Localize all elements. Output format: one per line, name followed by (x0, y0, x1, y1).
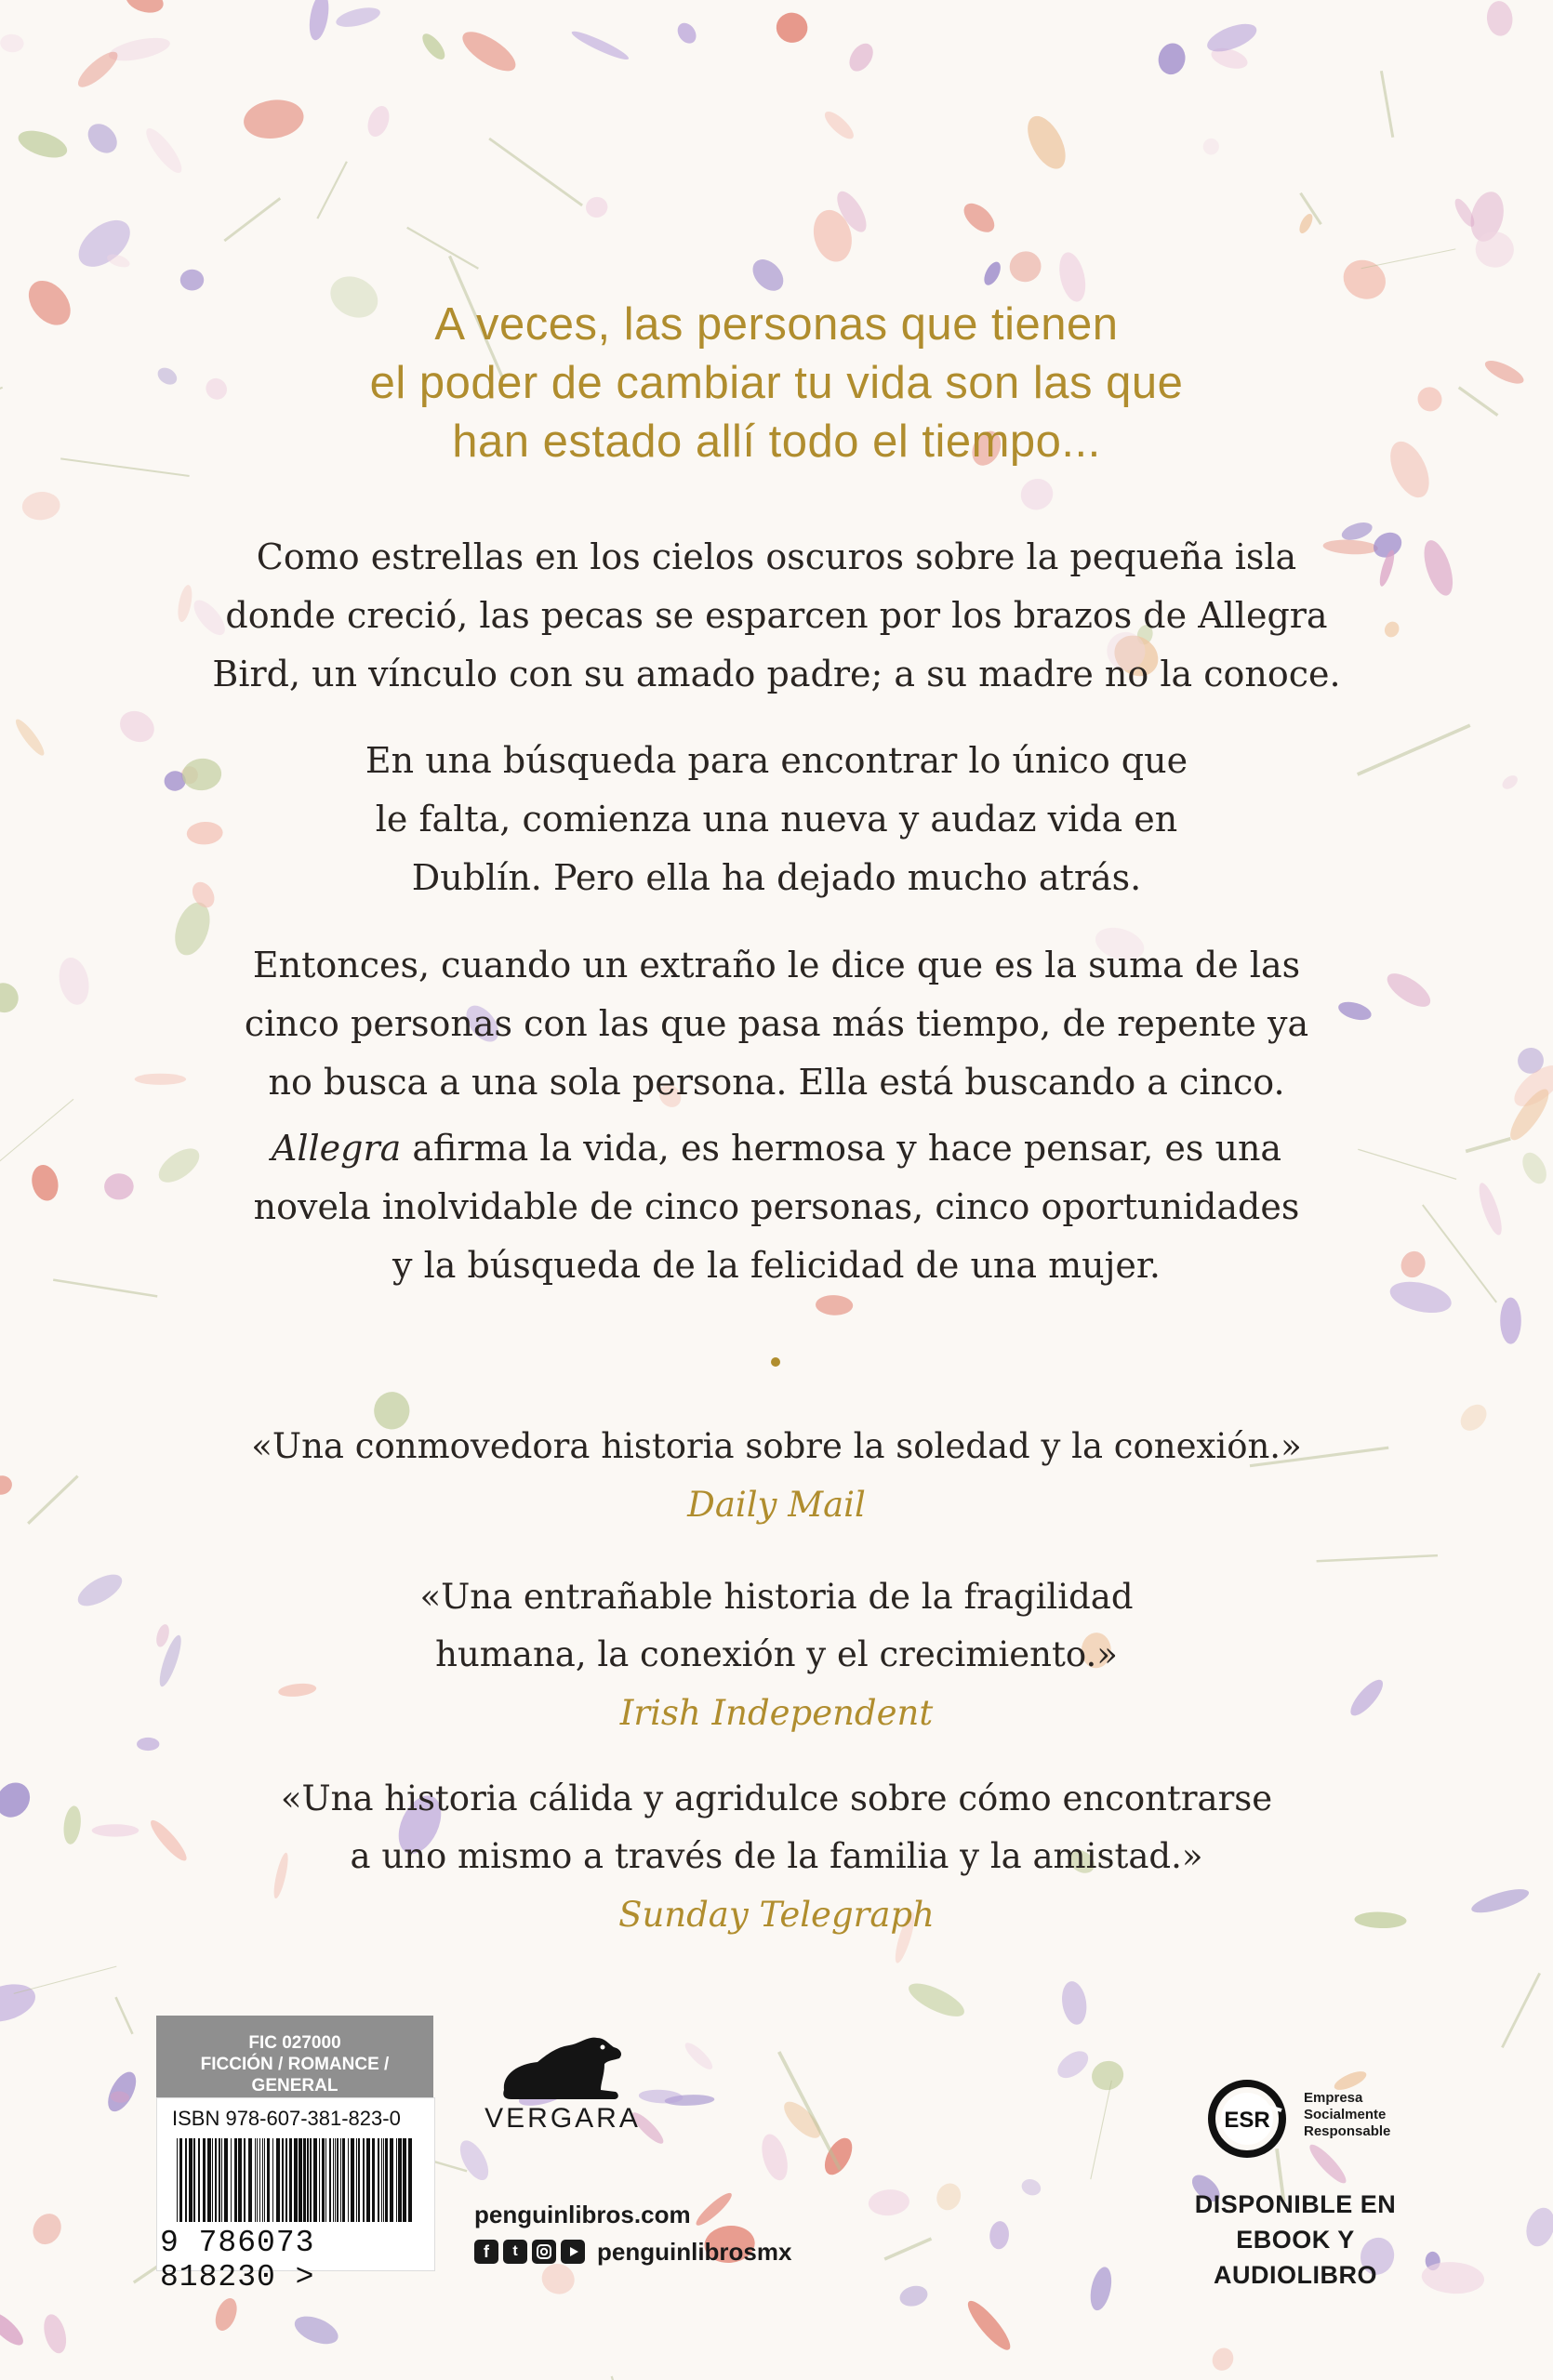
synopsis-line: Como estrellas en los cielos oscuros sobre la pequeña isla (256, 536, 1297, 577)
social-handle: penguinlibrosmx (597, 2237, 792, 2266)
esr-label (1304, 2090, 1390, 2140)
barcode-bar (340, 2138, 341, 2222)
barcode-bar (264, 2138, 265, 2222)
barcode-bar (322, 2138, 325, 2222)
twitter-icon: t (503, 2240, 527, 2264)
synopsis-line: Entonces, cuando un extraño le dice que es la suma de las (252, 945, 1301, 985)
barcode-bar (378, 2138, 379, 2222)
instagram-icon (532, 2240, 556, 2264)
barcode-bars (173, 2138, 417, 2224)
barcode-bar (358, 2138, 360, 2222)
barcode-bar (262, 2138, 263, 2222)
barcode-bar (325, 2138, 326, 2222)
barcode-bar (179, 2138, 182, 2222)
tagline-line: han estado allí todo el tiempo... (452, 416, 1101, 467)
quote-source: Irish Independent (619, 1693, 934, 1733)
bisac-category-box (156, 2016, 433, 2097)
tagline-line: el poder de cambiar tu vida son las que (369, 358, 1184, 408)
barcode-bar (366, 2138, 370, 2222)
barcode-bar (177, 2138, 178, 2222)
section-divider-dot (771, 1357, 780, 1367)
synopsis-line (172, 1119, 1381, 1178)
synopsis-paragraph-2 (172, 732, 1381, 907)
tagline-line: A veces, las personas que tienen (434, 299, 1119, 350)
barcode-bar (337, 2138, 338, 2222)
barcode-bar (198, 2138, 200, 2222)
synopsis-line: le falta, comienza una nueva y audaz vida en (375, 799, 1178, 840)
barcode-bar (234, 2138, 237, 2222)
esr-logo-text: ESR (1224, 2108, 1270, 2133)
barcode-bar (221, 2138, 222, 2222)
quote-text: humana, la conexión y el crecimiento.» (435, 1634, 1118, 1674)
synopsis-paragraph-4 (172, 1119, 1381, 1295)
barcode-bar (335, 2138, 336, 2222)
synopsis-line: no busca a una sola persona. Ella está buscando a cinco. (268, 1062, 1285, 1103)
book-title-italic: Allegra (271, 1128, 402, 1169)
social-row (474, 2238, 791, 2266)
synopsis-paragraph-1 (172, 528, 1381, 704)
barcode-bar (351, 2138, 354, 2222)
quote-source: Daily Mail (687, 1485, 866, 1525)
barcode-bar (310, 2138, 312, 2222)
barcode-bar (185, 2138, 187, 2222)
quote-text: a uno mismo a través de la familia y la amistad.» (350, 1836, 1203, 1876)
synopsis-line-rest: afirma la vida, es hermosa y hace pensar, es una (401, 1128, 1282, 1169)
barcode-bar (224, 2138, 228, 2222)
barcode-bar (299, 2138, 302, 2222)
barcode-bar (267, 2138, 270, 2222)
barcode-bar (319, 2138, 320, 2222)
barcode-bar (257, 2138, 258, 2222)
barcode-bar (282, 2138, 284, 2222)
available-line: EBOOK Y AUDIOLIBRO (1214, 2226, 1377, 2289)
youtube-icon (561, 2240, 585, 2264)
barcode-bar (215, 2138, 217, 2222)
barcode-bar (259, 2138, 260, 2222)
synopsis-line: y la búsqueda de la felicidad de una mujer. (392, 1245, 1161, 1286)
barcode-bar (203, 2138, 206, 2222)
barcode-bar (289, 2138, 292, 2222)
barcode-bar (207, 2138, 211, 2222)
available-formats (1193, 2187, 1398, 2293)
synopsis-line: novela inolvidable de cinco personas, cinco oportunidades (253, 1186, 1300, 1227)
barcode-bar (381, 2138, 382, 2222)
barcode-bar (390, 2138, 393, 2222)
barcode-bar (333, 2138, 334, 2222)
barcode-bar (329, 2138, 331, 2222)
barcode-digits: 9 786073 818230 > (160, 2226, 315, 2294)
quote-text: «Una historia cálida y agridulce sobre cómo encontrarse (280, 1778, 1273, 1818)
synopsis-line: En una búsqueda para encontrar lo único que (365, 740, 1188, 781)
barcode-bar (272, 2138, 273, 2222)
barcode-bar (219, 2138, 220, 2222)
review-quote-2 (172, 1568, 1381, 1741)
barcode-bar (398, 2138, 402, 2222)
facebook-icon: f (474, 2240, 498, 2264)
synopsis-line: Dublín. Pero ella ha dejado mucho atrás. (411, 857, 1142, 898)
publisher-website: penguinlibros.com (474, 2201, 691, 2228)
barcode-bar (285, 2138, 287, 2222)
barcode-bar (313, 2138, 317, 2222)
esr-line: Empresa (1304, 2090, 1363, 2106)
barcode-bar (303, 2138, 306, 2222)
synopsis-line: donde creció, las pecas se esparcen por los brazos de Allegra (225, 595, 1328, 636)
esr-line: Responsable (1304, 2123, 1391, 2139)
quote-text: «Una entrañable historia de la fragilidad (419, 1577, 1134, 1617)
barcode-bar (238, 2138, 242, 2222)
available-line: DISPONIBLE EN (1194, 2190, 1397, 2218)
barcode-bar (189, 2138, 192, 2222)
barcode-bar (276, 2138, 280, 2222)
barcode-bar (396, 2138, 397, 2222)
review-quote-3 (172, 1770, 1381, 1943)
barcode-bar (372, 2138, 375, 2222)
isbn-label: ISBN 978-607-381-823-0 (172, 2107, 401, 2130)
barcode-bar (248, 2138, 252, 2222)
quote-text: «Una conmovedora historia sobre la soledad y la conexión.» (251, 1426, 1302, 1466)
barcode-bar (294, 2138, 298, 2222)
barcode-bar (212, 2138, 213, 2222)
barcode-bar (356, 2138, 357, 2222)
barcode-bar (342, 2138, 345, 2222)
barcode-bar (244, 2138, 246, 2222)
bisac-category: FICCIÓN / ROMANCE / GENERAL (200, 2055, 390, 2096)
bisac-code: FIC 027000 (248, 2033, 341, 2053)
barcode-bar (363, 2138, 365, 2222)
synopsis-line: Bird, un vínculo con su amado padre; a su madre no la conoce. (212, 654, 1341, 694)
barcode-bar (408, 2138, 412, 2222)
barcode-bar (255, 2138, 256, 2222)
tagline (219, 296, 1334, 471)
barcode-bar (193, 2138, 195, 2222)
barcode-bar (385, 2138, 388, 2222)
review-quote-1 (172, 1418, 1381, 1533)
esr-seal-icon (1205, 2077, 1289, 2161)
barcode-bar (403, 2138, 406, 2222)
barcode-bar (307, 2138, 309, 2222)
barcode-bar (383, 2138, 384, 2222)
synopsis-line: cinco personas con las que pasa más tiempo, de repente ya (244, 1003, 1309, 1044)
barcode-bar (348, 2138, 349, 2222)
quote-source: Sunday Telegraph (618, 1895, 935, 1935)
esr-line: Socialmente (1304, 2107, 1387, 2122)
publisher-name: VERGARA (484, 2103, 641, 2134)
synopsis-paragraph-3 (172, 936, 1381, 1112)
barcode-bar (231, 2138, 232, 2222)
